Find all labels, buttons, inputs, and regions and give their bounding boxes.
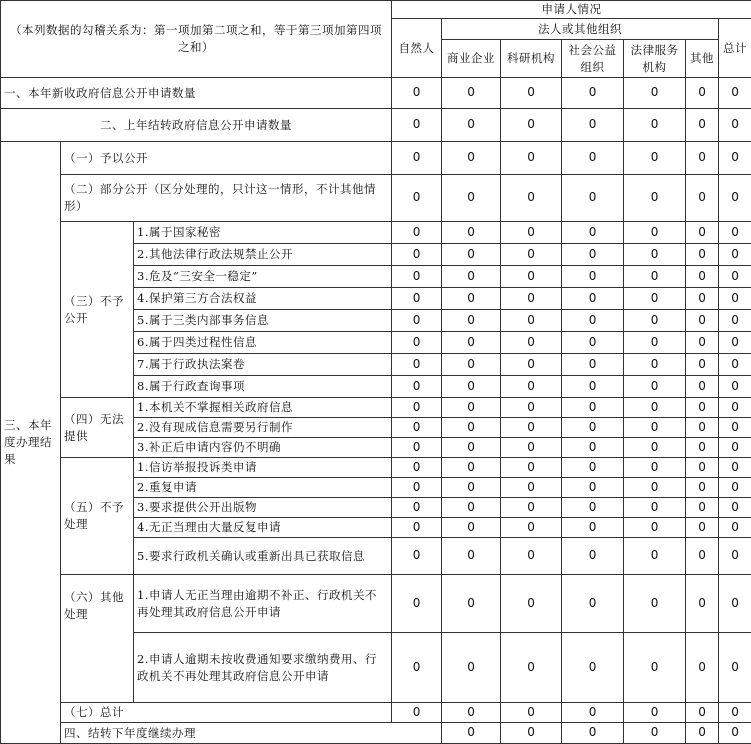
row-label: （二）部分公开（区分处理的，只计这一情形，不计其他情形） (61, 175, 392, 222)
value-cell: 0 (686, 518, 719, 538)
value-cell: 0 (501, 175, 562, 222)
value-cell: 0 (442, 310, 501, 332)
value-cell: 0 (719, 244, 751, 266)
value-cell: 0 (719, 175, 751, 222)
value-cell: 0 (686, 458, 719, 478)
value-cell: 0 (562, 376, 624, 398)
value-cell: 0 (562, 723, 624, 744)
value-cell: 0 (562, 418, 624, 438)
value-cell: 0 (442, 288, 501, 310)
value-cell: 0 (442, 78, 501, 109)
other-header: 其他 (686, 40, 719, 78)
value-cell: 0 (392, 538, 442, 575)
value-cell: 0 (442, 109, 501, 142)
value-cell: 0 (392, 266, 442, 288)
value-cell: 0 (501, 78, 562, 109)
table-row (1, 398, 751, 418)
value-cell: 0 (501, 575, 562, 633)
value-cell: 0 (562, 498, 624, 518)
value-cell: 0 (719, 376, 751, 398)
value-cell: 0 (624, 142, 686, 175)
value-cell: 0 (719, 354, 751, 376)
value-cell: 0 (624, 575, 686, 633)
table-row (1, 222, 751, 244)
value-cell: 0 (624, 244, 686, 266)
value-cell: 0 (442, 418, 501, 438)
value-cell: 0 (719, 266, 751, 288)
value-cell: 0 (719, 723, 751, 744)
value-cell: 0 (562, 244, 624, 266)
value-cell: 0 (686, 575, 719, 633)
row-label: 四、结转下年度继续办理 (61, 723, 442, 744)
value-cell: 0 (501, 538, 562, 575)
header-note: （本列数据的勾稽关系为：第一项加第二项之和，等于第三项加第四项之和） (1, 1, 392, 78)
value-cell: 0 (719, 633, 751, 703)
value-cell: 0 (442, 142, 501, 175)
table-row (1, 78, 751, 109)
value-cell: 0 (686, 266, 719, 288)
subgroup-4-label: （四）无法提供 (61, 398, 134, 458)
value-cell: 0 (392, 78, 442, 109)
value-cell: 0 (686, 376, 719, 398)
value-cell: 0 (624, 633, 686, 703)
row-label: （七）总计 (61, 703, 392, 723)
value-cell: 0 (392, 398, 442, 418)
value-cell: 0 (562, 175, 624, 222)
value-cell: 0 (442, 438, 501, 458)
row-label: 4.保护第三方合法权益 (134, 288, 392, 310)
value-cell: 0 (624, 418, 686, 438)
value-cell: 0 (501, 458, 562, 478)
value-cell: 0 (392, 633, 442, 703)
value-cell: 0 (442, 478, 501, 498)
value-cell: 0 (392, 175, 442, 222)
value-cell: 0 (501, 266, 562, 288)
subgroup-3-label: （三）不予公开 (61, 222, 134, 398)
value-cell: 0 (686, 244, 719, 266)
value-cell: 0 (501, 478, 562, 498)
table-row (1, 175, 751, 222)
value-cell: 0 (392, 332, 442, 354)
value-cell: 0 (501, 703, 562, 723)
value-cell: 0 (562, 354, 624, 376)
value-cell: 0 (442, 498, 501, 518)
value-cell: 0 (686, 78, 719, 109)
value-cell: 0 (562, 458, 624, 478)
value-cell: 0 (624, 376, 686, 398)
value-cell: 0 (562, 538, 624, 575)
value-cell: 0 (442, 398, 501, 418)
value-cell: 0 (501, 418, 562, 438)
value-cell: 0 (392, 478, 442, 498)
value-cell: 0 (442, 703, 501, 723)
value-cell: 0 (501, 438, 562, 458)
value-cell: 0 (719, 288, 751, 310)
value-cell: 0 (624, 498, 686, 518)
row-label: 4.无正当理由大量反复申请 (134, 518, 392, 538)
value-cell: 0 (442, 723, 501, 744)
value-cell: 0 (442, 538, 501, 575)
value-cell: 0 (719, 703, 751, 723)
value-cell: 0 (719, 398, 751, 418)
row-label: 3.要求提供公开出版物 (134, 498, 392, 518)
value-cell: 0 (562, 142, 624, 175)
value-cell: 0 (686, 498, 719, 518)
value-cell: 0 (624, 222, 686, 244)
value-cell: 0 (624, 438, 686, 458)
value-cell: 0 (392, 354, 442, 376)
section-3-label: 三、本年度办理结果 (1, 142, 61, 744)
row-label: 2.其他法律行政法规禁止公开 (134, 244, 392, 266)
value-cell: 0 (624, 538, 686, 575)
value-cell: 0 (719, 222, 751, 244)
row-label: 2.没有现成信息需要另行制作 (134, 418, 392, 438)
value-cell: 0 (562, 222, 624, 244)
subgroup-6-label: （六）其他处理 (61, 575, 134, 703)
row-label: 5.属于三类内部事务信息 (134, 310, 392, 332)
value-cell: 0 (719, 142, 751, 175)
value-cell: 0 (719, 310, 751, 332)
value-cell: 0 (392, 376, 442, 398)
value-cell: 0 (501, 354, 562, 376)
value-cell: 0 (624, 354, 686, 376)
value-cell: 0 (719, 438, 751, 458)
value-cell: 0 (624, 310, 686, 332)
value-cell: 0 (624, 398, 686, 418)
value-cell: 0 (562, 518, 624, 538)
value-cell: 0 (624, 109, 686, 142)
row-label: 3.补正后申请内容仍不明确 (134, 438, 392, 458)
subgroup-5-label: （五）不予处理 (61, 458, 134, 575)
table-row (1, 109, 751, 142)
value-cell: 0 (442, 518, 501, 538)
value-cell: 0 (686, 288, 719, 310)
value-cell: 0 (392, 310, 442, 332)
table-row (1, 575, 751, 633)
value-cell: 0 (442, 266, 501, 288)
value-cell: 0 (719, 518, 751, 538)
value-cell: 0 (501, 109, 562, 142)
value-cell: 0 (501, 633, 562, 703)
value-cell: 0 (442, 175, 501, 222)
value-cell: 0 (686, 538, 719, 575)
value-cell: 0 (686, 332, 719, 354)
row-label: 2.申请人逾期未按收费通知要求缴纳费用、行政机关不再处理其政府信息公开申请 (134, 633, 392, 703)
value-cell: 0 (562, 109, 624, 142)
value-cell: 0 (624, 703, 686, 723)
value-cell: 0 (562, 288, 624, 310)
value-cell: 0 (392, 109, 442, 142)
value-cell: 0 (686, 723, 719, 744)
value-cell: 0 (501, 332, 562, 354)
value-cell: 0 (501, 723, 562, 744)
table-row (1, 142, 751, 175)
value-cell: 0 (686, 222, 719, 244)
value-cell: 0 (624, 175, 686, 222)
value-cell: 0 (501, 398, 562, 418)
value-cell: 0 (442, 354, 501, 376)
value-cell: 0 (686, 633, 719, 703)
value-cell: 0 (719, 575, 751, 633)
value-cell: 0 (686, 478, 719, 498)
value-cell: 0 (392, 575, 442, 633)
value-cell: 0 (442, 222, 501, 244)
value-cell: 0 (719, 538, 751, 575)
value-cell: 0 (501, 376, 562, 398)
row-label: 1.本机关不掌握相关政府信息 (134, 398, 392, 418)
value-cell: 0 (686, 398, 719, 418)
value-cell: 0 (686, 354, 719, 376)
value-cell: 0 (624, 518, 686, 538)
value-cell: 0 (501, 288, 562, 310)
applicant-header: 申请人情况 (392, 1, 751, 19)
value-cell: 0 (719, 418, 751, 438)
table-row (1, 723, 751, 744)
row-label: 6.属于四类过程性信息 (134, 332, 392, 354)
natural-person-header: 自然人 (392, 19, 442, 78)
commercial-header: 商业企业 (442, 40, 501, 78)
value-cell: 0 (719, 498, 751, 518)
value-cell: 0 (392, 518, 442, 538)
value-cell: 0 (562, 266, 624, 288)
value-cell: 0 (501, 518, 562, 538)
value-cell: 0 (442, 332, 501, 354)
row-label: 1.申请人无正当理由逾期不补正、行政机关不再处理其政府信息公开申请 (134, 575, 392, 633)
value-cell: 0 (686, 109, 719, 142)
value-cell: 0 (501, 498, 562, 518)
value-cell: 0 (501, 142, 562, 175)
value-cell: 0 (392, 288, 442, 310)
value-cell: 0 (624, 332, 686, 354)
row-label: 一、本年新收政府信息公开申请数量 (1, 78, 392, 109)
value-cell: 0 (562, 633, 624, 703)
value-cell: 0 (624, 266, 686, 288)
value-cell: 0 (624, 288, 686, 310)
value-cell: 0 (686, 418, 719, 438)
social-header: 社会公益组织 (562, 40, 624, 78)
value-cell: 0 (562, 703, 624, 723)
value-cell: 0 (442, 244, 501, 266)
row-label: 2.重复申请 (134, 478, 392, 498)
value-cell: 0 (686, 142, 719, 175)
research-header: 科研机构 (501, 40, 562, 78)
value-cell: 0 (719, 478, 751, 498)
value-cell: 0 (686, 703, 719, 723)
value-cell: 0 (501, 310, 562, 332)
value-cell: 0 (719, 332, 751, 354)
value-cell: 0 (562, 575, 624, 633)
value-cell: 0 (719, 109, 751, 142)
row-label: 二、上年结转政府信息公开申请数量 (1, 109, 392, 142)
value-cell: 0 (392, 418, 442, 438)
value-cell: 0 (686, 310, 719, 332)
value-cell: 0 (392, 458, 442, 478)
value-cell: 0 (392, 142, 442, 175)
value-cell: 0 (624, 723, 686, 744)
value-cell: 0 (392, 222, 442, 244)
value-cell: 0 (624, 78, 686, 109)
row-label: 8.属于行政查询事项 (134, 376, 392, 398)
value-cell: 0 (624, 478, 686, 498)
value-cell: 0 (562, 478, 624, 498)
row-label: （一）予以公开 (61, 142, 392, 175)
value-cell: 0 (686, 175, 719, 222)
row-label: 1.属于国家秘密 (134, 222, 392, 244)
value-cell: 0 (562, 310, 624, 332)
row-label: 1.信访举报投诉类申请 (134, 458, 392, 478)
value-cell: 0 (562, 398, 624, 418)
value-cell: 0 (501, 222, 562, 244)
value-cell: 0 (442, 458, 501, 478)
legal-group-header: 法人或其他组织 (442, 19, 719, 40)
value-cell: 0 (392, 498, 442, 518)
table-row (1, 458, 751, 478)
value-cell: 0 (442, 633, 501, 703)
row-label: 7.属于行政执法案卷 (134, 354, 392, 376)
value-cell: 0 (562, 78, 624, 109)
value-cell: 0 (392, 703, 442, 723)
value-cell: 0 (392, 438, 442, 458)
table-row (1, 703, 751, 723)
legal-service-header: 法律服务机构 (624, 40, 686, 78)
value-cell: 0 (719, 78, 751, 109)
row-label: 3.危及“三安全一稳定” (134, 266, 392, 288)
value-cell: 0 (562, 332, 624, 354)
value-cell: 0 (686, 438, 719, 458)
value-cell: 0 (392, 244, 442, 266)
value-cell: 0 (624, 458, 686, 478)
row-label: 5.要求行政机关确认或重新出具已获取信息 (134, 538, 392, 575)
value-cell: 0 (442, 376, 501, 398)
value-cell: 0 (719, 458, 751, 478)
value-cell: 0 (442, 575, 501, 633)
value-cell: 0 (501, 244, 562, 266)
value-cell: 0 (562, 438, 624, 458)
total-header: 总计 (719, 19, 751, 78)
